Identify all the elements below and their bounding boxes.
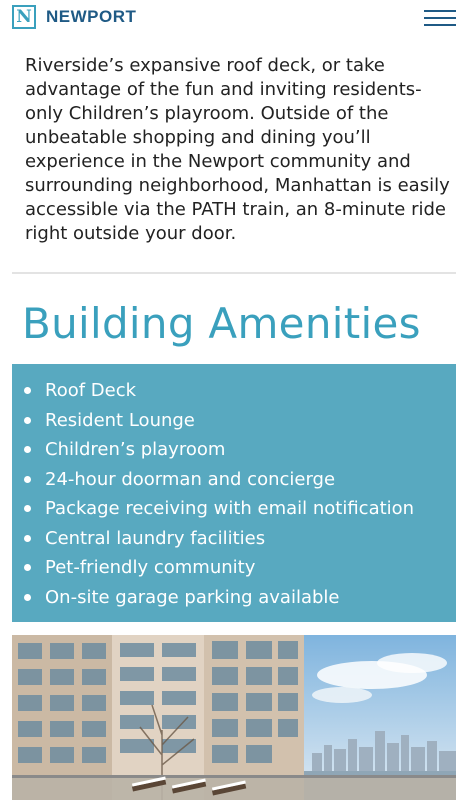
logo-mark-icon: N [12,5,36,29]
amenity-item-roof-deck: Roof Deck [12,376,456,406]
amenities-list [12,364,456,612]
amenity-item-garage-parking: On-site garage parking available [12,583,456,613]
site-header [0,0,468,40]
newport-logo[interactable] [12,5,136,29]
amenities-heading: Building Amenities [22,299,421,348]
section-divider [12,272,456,274]
amenity-item-package-receiving: Package receiving with email notification [12,494,456,524]
amenity-item-doorman-concierge: 24-hour doorman and concierge [12,465,456,495]
amenity-item-childrens-playroom: Children’s playroom [12,435,456,465]
building-photo [12,635,456,800]
amenity-item-laundry: Central laundry facilities [12,524,456,554]
brand-name: NEWPORT [46,7,137,26]
amenity-item-resident-lounge: Resident Lounge [12,406,456,436]
intro-paragraph: Riverside’s expansive roof deck, or take advantage of the fun and inviting residents-only Children’s playroom. Outside of the unbeatable shopping and dining you’ll experience in the Newport community and surrounding neighborhood, Manhattan is easily accessible via the PATH train, an 8-minute ride right outside your door. [25,55,450,244]
hamburger-menu-icon[interactable] [424,10,456,28]
amenity-item-pet-friendly: Pet-friendly community [12,553,456,583]
amenities-panel [12,364,456,622]
